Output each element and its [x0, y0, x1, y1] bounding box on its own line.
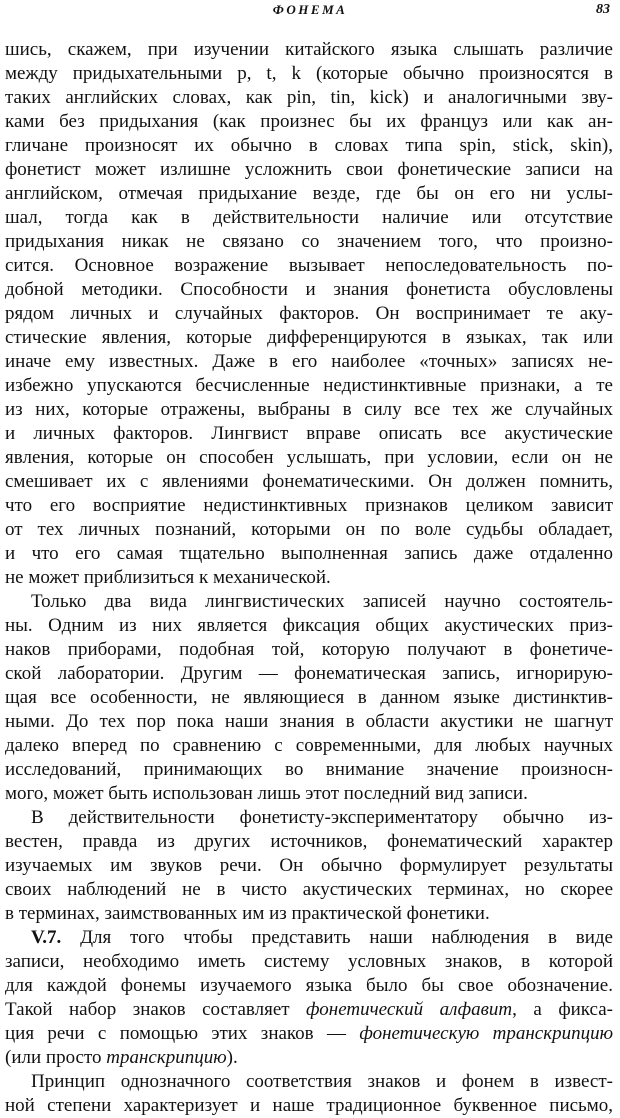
line-text: ными. До тех пор пока наши знания в области акустики не шагнут: [5, 711, 613, 732]
line-text: Для того чтобы представить наши наблюдения в виде: [61, 927, 613, 948]
text-line: [5, 926, 613, 950]
line-text: исследований, принимающих во внимание значение произносн-: [5, 759, 613, 780]
line-text: своих наблюдений не в чисто акустических терминах, но скорее: [5, 879, 613, 900]
line-text: шись, скажем, при изучении китайского языка слышать различие: [5, 39, 613, 60]
text-line: [5, 110, 613, 134]
text-line: [5, 974, 613, 998]
body-text: [5, 38, 613, 1118]
text-line: [5, 614, 613, 638]
line-text: сится. Основное возражение вызывает непоследовательность по-: [5, 255, 613, 276]
line-text: наков приборами, подобная той, которую получают в фонетиче-: [5, 639, 613, 660]
text-line: [5, 590, 613, 614]
line-text: и что его самая тщательно выполненная запись даже отдаленно: [5, 543, 613, 564]
line-text: рядом личных и случайных факторов. Он воспринимает те аку-: [5, 303, 613, 324]
text-line: [5, 446, 613, 470]
text-line: [5, 1022, 613, 1046]
text-line: [5, 254, 613, 278]
line-text: для каждой фонемы изучаемого языка было бы свое обозначение.: [5, 975, 613, 996]
line-text: (или просто: [5, 1047, 107, 1068]
text-line: [5, 374, 613, 398]
line-text: изучаемых им звуков речи. Он обычно формулирует результаты: [5, 855, 613, 876]
text-line: [5, 566, 613, 590]
text-line: [5, 278, 613, 302]
line-text: ной степени характеризует и наше традиционное буквенное письмо,: [5, 1095, 613, 1116]
line-text: ской лаборатории. Другим — фонематическая запись, игнорирую-: [5, 663, 613, 684]
line-text: иначе ему известных. Даже в его наиболее «точных» записях не-: [5, 351, 613, 372]
text-line: [5, 758, 613, 782]
line-text: в терминах, заимствованных им из практической фонетики.: [5, 903, 490, 924]
line-text: из них, которые отражены, выбраны в силу все тех же случайных: [5, 399, 613, 420]
line-text: между придыхательными p, t, k (которые обычно произносятся в: [5, 63, 613, 84]
line-text: стические явления, которые дифференцируются в языках, так или: [5, 327, 613, 348]
text-line: [5, 518, 613, 542]
line-text: вестен, правда из других источников, фонематический характер: [5, 831, 613, 852]
text-line: [5, 782, 613, 806]
line-text: щая все особенности, не являющиеся в данном языке дистинктив-: [5, 687, 613, 708]
line-text: ны. Одним из них является фиксация общих акустических приз-: [5, 615, 613, 636]
line-text: смешивает их с явлениями фонематическими. Он должен помнить,: [5, 471, 613, 492]
line-text: записи, необходимо иметь систему условных знаков, в которой: [5, 951, 613, 972]
text-line: [5, 710, 613, 734]
text-line: [5, 350, 613, 374]
text-line: [5, 878, 613, 902]
text-line: [5, 302, 613, 326]
page-header: [0, 0, 620, 22]
text-line: [5, 182, 613, 206]
text-line: [5, 662, 613, 686]
text-line: [5, 62, 613, 86]
text-line: [5, 326, 613, 350]
line-text: явления, которые он способен услышать, при условии, если он не: [5, 447, 613, 468]
line-text: придыхания никак не связано со значением того, что произно-: [5, 231, 613, 252]
line-text: В действительности фонетисту-экспериментатору обычно из-: [31, 807, 613, 828]
line-text-after: , а фикса-: [512, 999, 613, 1020]
text-line: [5, 638, 613, 662]
line-text: Принцип однозначного соответствия знаков и фонем в извест-: [31, 1071, 613, 1092]
line-text: Только два вида лингвистических записей научно состоятель-: [31, 591, 613, 612]
line-text: и личных факторов. Лингвист вправе описать все акустические: [5, 423, 613, 444]
text-line: [5, 1070, 613, 1094]
text-line: [5, 206, 613, 230]
text-line: [5, 998, 613, 1022]
text-line: [5, 230, 613, 254]
text-line: [5, 422, 613, 446]
text-line: [5, 1046, 613, 1070]
line-text: шал, тогда как в действительности наличие или отсутствие: [5, 207, 613, 228]
text-line: [5, 542, 613, 566]
text-line: [5, 86, 613, 110]
italic-term: транскрипцию: [106, 1047, 227, 1068]
text-line: [5, 854, 613, 878]
text-line: [5, 902, 613, 926]
text-line: [5, 1094, 613, 1118]
line-text: избежно упускаются бесчисленные недистинктивные признаки, а те: [5, 375, 613, 396]
text-line: [5, 950, 613, 974]
text-line: [5, 470, 613, 494]
italic-term: фонетический алфавит: [306, 999, 513, 1020]
line-text: от тех личных познаний, которыми он по воле судьбы обладает,: [5, 519, 613, 540]
text-line: [5, 38, 613, 62]
line-text: что его восприятие недистинктивных признаков целиком зависит: [5, 495, 613, 516]
line-text: гличане произносят их обычно в словах типа spin, stick, skin),: [5, 135, 613, 156]
page-number: 83: [596, 2, 610, 17]
line-text: таких английских словах, как pin, tin, kick) и аналогичными зву-: [5, 87, 613, 108]
text-line: [5, 158, 613, 182]
line-text: ция речи с помощью этих знаков —: [5, 1023, 360, 1044]
line-text: не может приблизиться к механической.: [5, 567, 331, 588]
text-line: [5, 494, 613, 518]
line-text: далеко вперед по сравнению с современными, для любых научных: [5, 735, 613, 756]
text-line: [5, 806, 613, 830]
line-text: мого, может быть использован лишь этот последний вид записи.: [5, 783, 528, 804]
line-text: английском, отмечая придыхание везде, где бы он его ни услы-: [5, 183, 613, 204]
text-line: [5, 398, 613, 422]
text-line: [5, 830, 613, 854]
text-line: [5, 734, 613, 758]
section-number: V.7.: [31, 927, 62, 948]
running-title: ФОНЕМА: [272, 2, 348, 17]
line-text: добной методики. Способности и знания фонетиста обусловлены: [5, 279, 613, 300]
line-text: ками без придыхания (как произнес бы их француз или как ан-: [5, 111, 613, 132]
text-line: [5, 134, 613, 158]
italic-term: фонетическую транскрипцию: [359, 1023, 613, 1044]
text-line: [5, 686, 613, 710]
line-text: фонетист может излишне усложнить свои фонетические записи на: [5, 159, 613, 180]
line-text-after: ).: [226, 1047, 238, 1068]
line-text: Такой набор знаков составляет: [5, 999, 307, 1020]
